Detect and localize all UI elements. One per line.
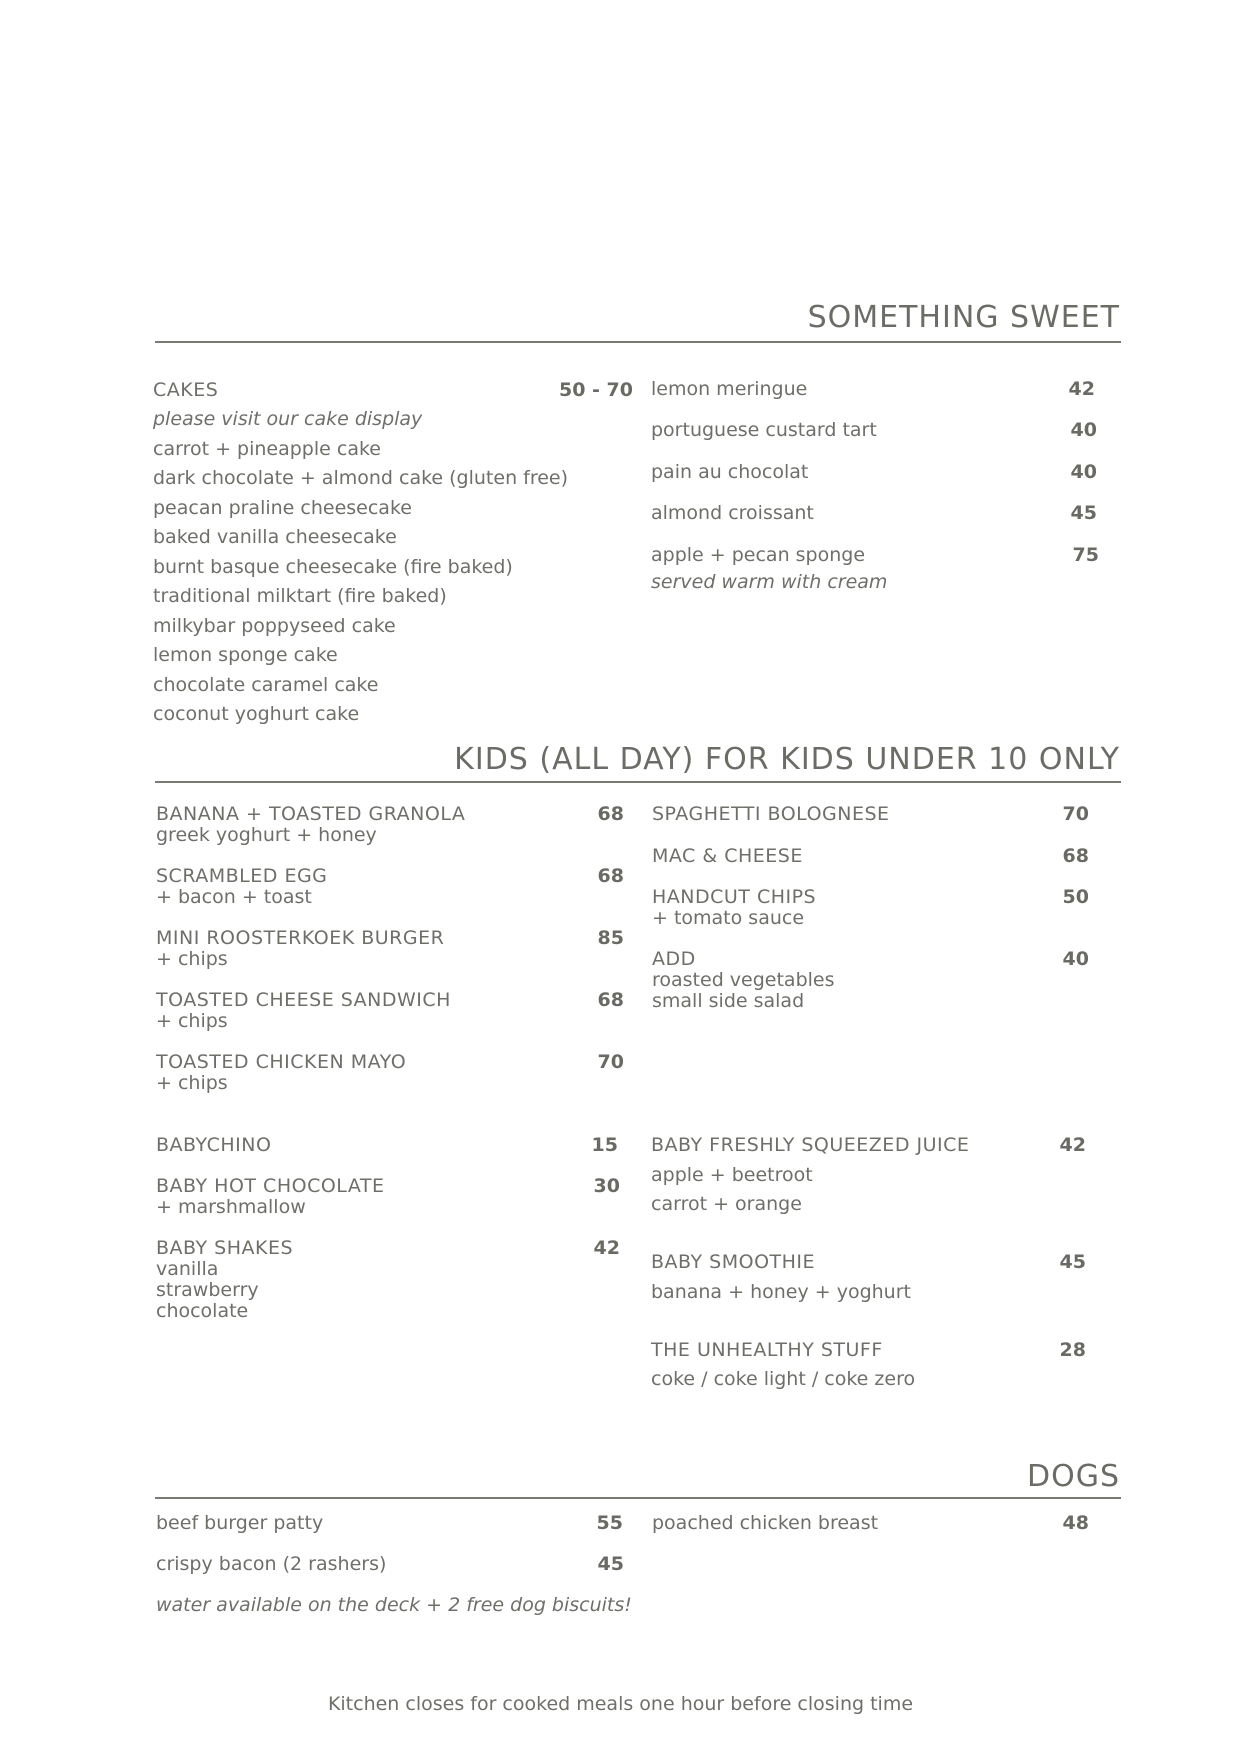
menu-item-note: served warm with cream	[651, 571, 888, 593]
menu-item-name: BABY SMOOTHIE	[651, 1251, 816, 1273]
menu-item-price: 50	[1062, 886, 1089, 908]
menu-item-price: 42	[593, 1237, 620, 1259]
menu-item-name: pain au chocolat	[651, 461, 809, 483]
menu-item-sub: chocolate	[156, 1300, 249, 1322]
menu-item-name: BABY FRESHLY SQUEEZED JUICE	[651, 1134, 970, 1156]
footer-note: Kitchen closes for cooked meals one hour before closing time	[327, 1693, 914, 1715]
menu-item-sub: + chips	[156, 1010, 228, 1032]
menu-item-name: apple + pecan sponge	[651, 544, 866, 566]
menu-item-price: 55	[596, 1512, 623, 1534]
menu-item-price: 68	[597, 803, 624, 825]
menu-item-price: 42	[1059, 1134, 1086, 1156]
menu-item-sub: + bacon + toast	[156, 886, 312, 908]
menu-item-sub: banana + honey + yoghurt	[651, 1281, 911, 1303]
menu-item-name: BABY HOT CHOCOLATE	[156, 1175, 385, 1197]
menu-item-name: almond croissant	[651, 502, 814, 524]
cake-item: milkybar poppyseed cake	[153, 615, 396, 637]
menu-item-name: SPAGHETTI BOLOGNESE	[652, 803, 890, 825]
menu-item-name: portuguese custard tart	[651, 419, 877, 441]
menu-item-sub: + tomato sauce	[652, 907, 805, 929]
cake-item: lemon sponge cake	[153, 644, 338, 666]
menu-item-price: 45	[1070, 502, 1097, 524]
menu-item-sub: + chips	[156, 948, 228, 970]
menu-item-name: crispy bacon (2 rashers)	[156, 1553, 387, 1575]
menu-item-name: BANANA + TOASTED GRANOLA	[156, 803, 466, 825]
menu-item-price: 45	[597, 1553, 624, 1575]
menu-item-sub: vanilla	[156, 1258, 219, 1280]
divider	[155, 1497, 1121, 1499]
menu-item-name: beef burger patty	[156, 1512, 324, 1534]
cake-item: peacan praline cheesecake	[153, 497, 412, 519]
menu-item-price: 48	[1062, 1512, 1089, 1534]
menu-item-price: 75	[1072, 544, 1099, 566]
menu-item-price: 85	[597, 927, 624, 949]
menu-item-sub: + marshmallow	[156, 1196, 306, 1218]
dogs-note: water available on the deck + 2 free dog biscuits!	[156, 1594, 632, 1616]
menu-item-price: 40	[1070, 419, 1097, 441]
menu-item-price: 68	[597, 865, 624, 887]
menu-item-name: MINI ROOSTERKOEK BURGER	[156, 927, 445, 949]
menu-item-price: 42	[1068, 378, 1095, 400]
menu-item-sub: strawberry	[156, 1279, 259, 1301]
menu-item-price: 15	[591, 1134, 618, 1156]
cake-item: coconut yoghurt cake	[153, 703, 360, 725]
cakes-label: CAKES	[153, 379, 219, 401]
section-title: DOGS	[1026, 1459, 1120, 1494]
menu-item-sub: + chips	[156, 1072, 228, 1094]
menu-item-price: 70	[597, 1051, 624, 1073]
menu-item-name: SCRAMBLED EGG	[156, 865, 328, 887]
menu-item-sub: roasted vegetables	[652, 969, 835, 991]
menu-item-name: ADD	[652, 948, 696, 970]
cake-item: dark chocolate + almond cake (gluten free)	[153, 467, 569, 489]
cakes-price: 50 - 70	[559, 379, 633, 401]
menu-item-price: 68	[597, 989, 624, 1011]
cake-item: baked vanilla cheesecake	[153, 526, 397, 548]
menu-item-name: THE UNHEALTHY STUFF	[651, 1339, 883, 1361]
menu-item-name: TOASTED CHEESE SANDWICH	[156, 989, 451, 1011]
menu-item-sub: coke / coke light / coke zero	[651, 1368, 916, 1390]
menu-item-price: 40	[1070, 461, 1097, 483]
menu-item-name: BABY SHAKES	[156, 1237, 294, 1259]
menu-item-name: HANDCUT CHIPS	[652, 886, 817, 908]
menu-item-sub: small side salad	[652, 990, 805, 1012]
menu-item-price: 28	[1059, 1339, 1086, 1361]
menu-item-name: BABYCHINO	[156, 1134, 272, 1156]
section-title: KIDS (ALL DAY) FOR KIDS UNDER 10 ONLY	[454, 742, 1120, 777]
cakes-note: please visit our cake display	[153, 408, 423, 430]
menu-item-price: 68	[1062, 845, 1089, 867]
menu-item-price: 30	[593, 1175, 620, 1197]
menu-item-sub: greek yoghurt + honey	[156, 824, 377, 846]
menu-item-name: TOASTED CHICKEN MAYO	[156, 1051, 407, 1073]
menu-item-name: poached chicken breast	[652, 1512, 879, 1534]
section-title: SOMETHING SWEET	[807, 300, 1120, 335]
menu-item-name: MAC & CHEESE	[652, 845, 803, 867]
menu-item-sub: carrot + orange	[651, 1193, 802, 1215]
menu-item-sub: apple + beetroot	[651, 1164, 813, 1186]
cake-item: carrot + pineapple cake	[153, 438, 381, 460]
divider	[155, 341, 1121, 343]
cake-item: traditional milktart (fire baked)	[153, 585, 447, 607]
cake-item: burnt basque cheesecake (fire baked)	[153, 556, 513, 578]
menu-item-price: 40	[1062, 948, 1089, 970]
divider	[155, 781, 1121, 783]
menu-item-price: 70	[1062, 803, 1089, 825]
cake-item: chocolate caramel cake	[153, 674, 379, 696]
menu-item-price: 45	[1059, 1251, 1086, 1273]
menu-item-name: lemon meringue	[651, 378, 808, 400]
